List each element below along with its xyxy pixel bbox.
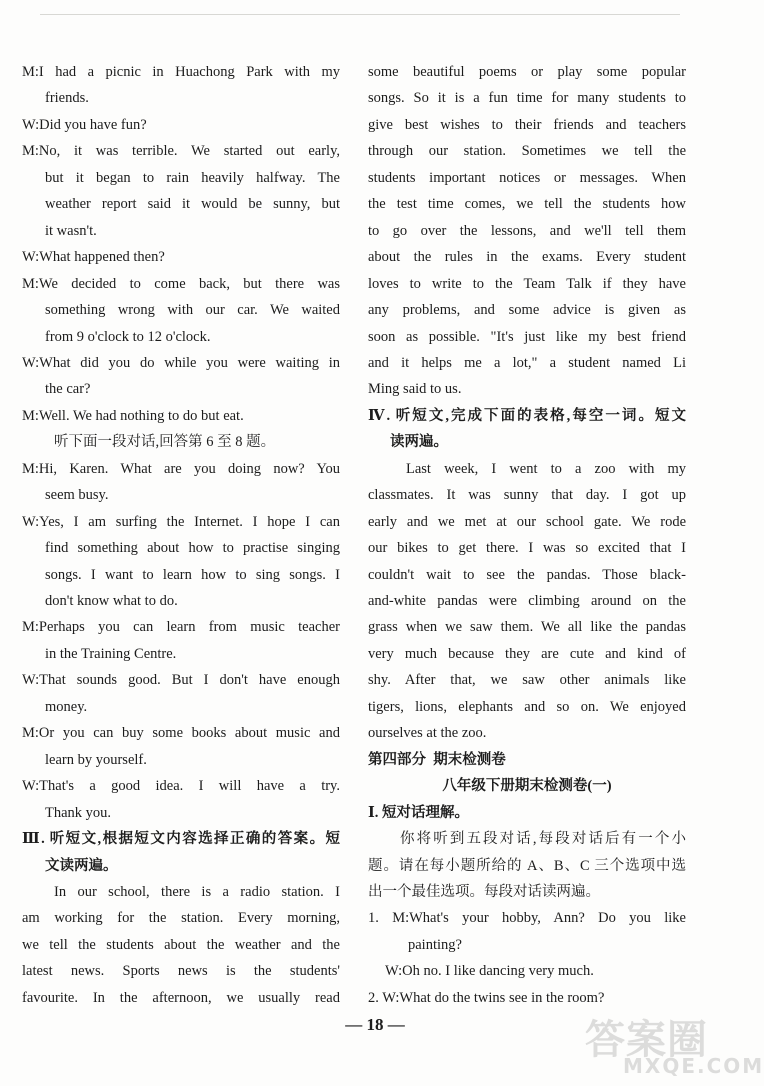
text-line: classmates. It was sunny that day. I got up [368, 487, 686, 504]
text-line: W:Oh no. I like dancing very much. [385, 963, 594, 980]
text-line: loves to write to the Team Talk if they have [368, 275, 686, 292]
text-line: M:Or you can buy some books about music and [22, 725, 340, 742]
text-line: couldn't wait to see the pandas. Those black- [368, 566, 686, 583]
text-line: friends. [45, 90, 89, 107]
text-line: W:That sounds good. But I don't have enough [22, 672, 340, 689]
text-line: M:I had a picnic in Huachong Park with my [22, 64, 340, 80]
text-line: am working for the station. Every morning, [22, 910, 340, 927]
top-rule [40, 14, 680, 15]
text-line: 你将听到五段对话,每段对话后有一个小 [400, 831, 686, 848]
text-line: songs. So it is a fun time for many students to [368, 90, 686, 107]
watermark-logo [585, 1008, 764, 1078]
text-line: through our station. Sometimes we tell the [368, 143, 686, 160]
text-line: 读两遍。 [390, 434, 448, 451]
text-line: Last week, I went to a zoo with my [406, 460, 686, 477]
text-line: and it helps me a lot," a student named Li [368, 354, 686, 371]
text-line: 听下面一段对话,回答第 6 至 8 题。 [54, 434, 276, 451]
watermark-url: MXQE.COM [623, 1054, 764, 1078]
text-line: W:Yes, I am surfing the Internet. I hope I can [22, 513, 340, 530]
text-line: M:Well. We had nothing to do but eat. [22, 407, 244, 424]
text-line: M:Perhaps you can learn from music teacher [22, 619, 340, 636]
text-line: 第四部分 期末检测卷 [368, 751, 506, 768]
text-line: ourselves at the zoo. [368, 725, 487, 742]
text-line: something wrong with our car. We waited [45, 302, 340, 319]
text-line: learn by yourself. [45, 751, 147, 768]
text-line: money. [45, 698, 88, 715]
text-line: 1. M:What's your hobby, Ann? Do you like [368, 910, 686, 927]
text-line: M:No, it was terrible. We started out early, [22, 143, 340, 160]
text-line: give best wishes to their friends and teachers [368, 116, 686, 133]
text-line: M:We decided to come back, but there was [22, 275, 340, 292]
text-line: from 9 o'clock to 12 o'clock. [45, 328, 211, 345]
text-line: students important notices or messages. When [368, 169, 686, 186]
text-line: some beautiful poems or play some popular [368, 64, 686, 80]
watermark-text: 答案圈 [585, 1017, 708, 1063]
text-line: Ming said to us. [368, 381, 462, 398]
text-line: but it began to rain heavily halfway. The [45, 169, 340, 186]
text-line: don't know what to do. [45, 593, 178, 609]
text-line: about the rules in the exams. Every student [368, 249, 686, 266]
text-line: seem busy. [45, 487, 109, 504]
page-number: — 18 — [345, 1015, 405, 1034]
text-line: W:What did you do while you were waiting in [22, 354, 340, 371]
text-line: 出一个最佳选项。每段对话读两遍。 [368, 883, 600, 900]
text-line: the car? [45, 381, 91, 398]
text-line: early and we met at our school gate. We rode [368, 513, 686, 530]
text-line: the test time comes, we tell the students how [368, 196, 686, 213]
text-line: soon as possible. "It's just like my best friend [368, 328, 686, 345]
text-line: tigers, lions, elephants and so on. We enjoyed [368, 698, 686, 715]
text-line: find something about how to practise singing [45, 540, 340, 557]
text-line: in the Training Centre. [45, 645, 177, 662]
text-line: Ⅰ. 短对话理解。 [368, 804, 470, 821]
text-line: W:What happened then? [22, 249, 165, 266]
text-line: Thank you. [45, 804, 112, 821]
text-line: Ⅳ. 听短文,完成下面的表格,每空一词。短文 [368, 407, 686, 424]
text-line: weather report said it would be sunny, but [45, 196, 340, 213]
text-line: grass when we saw them. We all like the pandas [368, 619, 686, 636]
text-line: painting? [408, 936, 462, 953]
text-line: our bikes to get there. I was so excited that I [368, 540, 686, 557]
text-line: we tell the students about the weather and the [22, 936, 340, 953]
text-line: it wasn't. [45, 222, 97, 239]
text-line: songs. I want to learn how to sing songs. I [45, 566, 340, 583]
text-line: W:Did you have fun? [22, 116, 147, 133]
text-line: shy. After that, we saw other animals like [368, 672, 686, 689]
text-line: very much because they are cute and kind of [368, 645, 686, 662]
text-line: Ⅲ. 听短文,根据短文内容选择正确的答案。短 [22, 831, 340, 848]
text-line: 题。请在每小题所给的 A、B、C 三个选项中选 [368, 857, 686, 874]
text-line: 八年级下册期末检测卷(一) [442, 778, 612, 795]
text-line: and-white pandas were climbing around on the [368, 593, 686, 609]
text-line: favourite. In the afternoon, we usually read [22, 989, 340, 1006]
text-line: latest news. Sports news is the students' [22, 963, 340, 980]
text-line: W:That's a good idea. I will have a try. [22, 778, 340, 795]
text-line: M:Hi, Karen. What are you doing now? You [22, 460, 340, 477]
text-line: 文读两遍。 [45, 857, 118, 874]
text-line: In our school, there is a radio station. I [54, 883, 340, 900]
text-line: to go over the lessons, and we'll tell them [368, 222, 686, 239]
text-line: 2. W:What do the twins see in the room? [368, 989, 605, 1006]
text-line: any problems, and some advice is given as [368, 302, 686, 319]
